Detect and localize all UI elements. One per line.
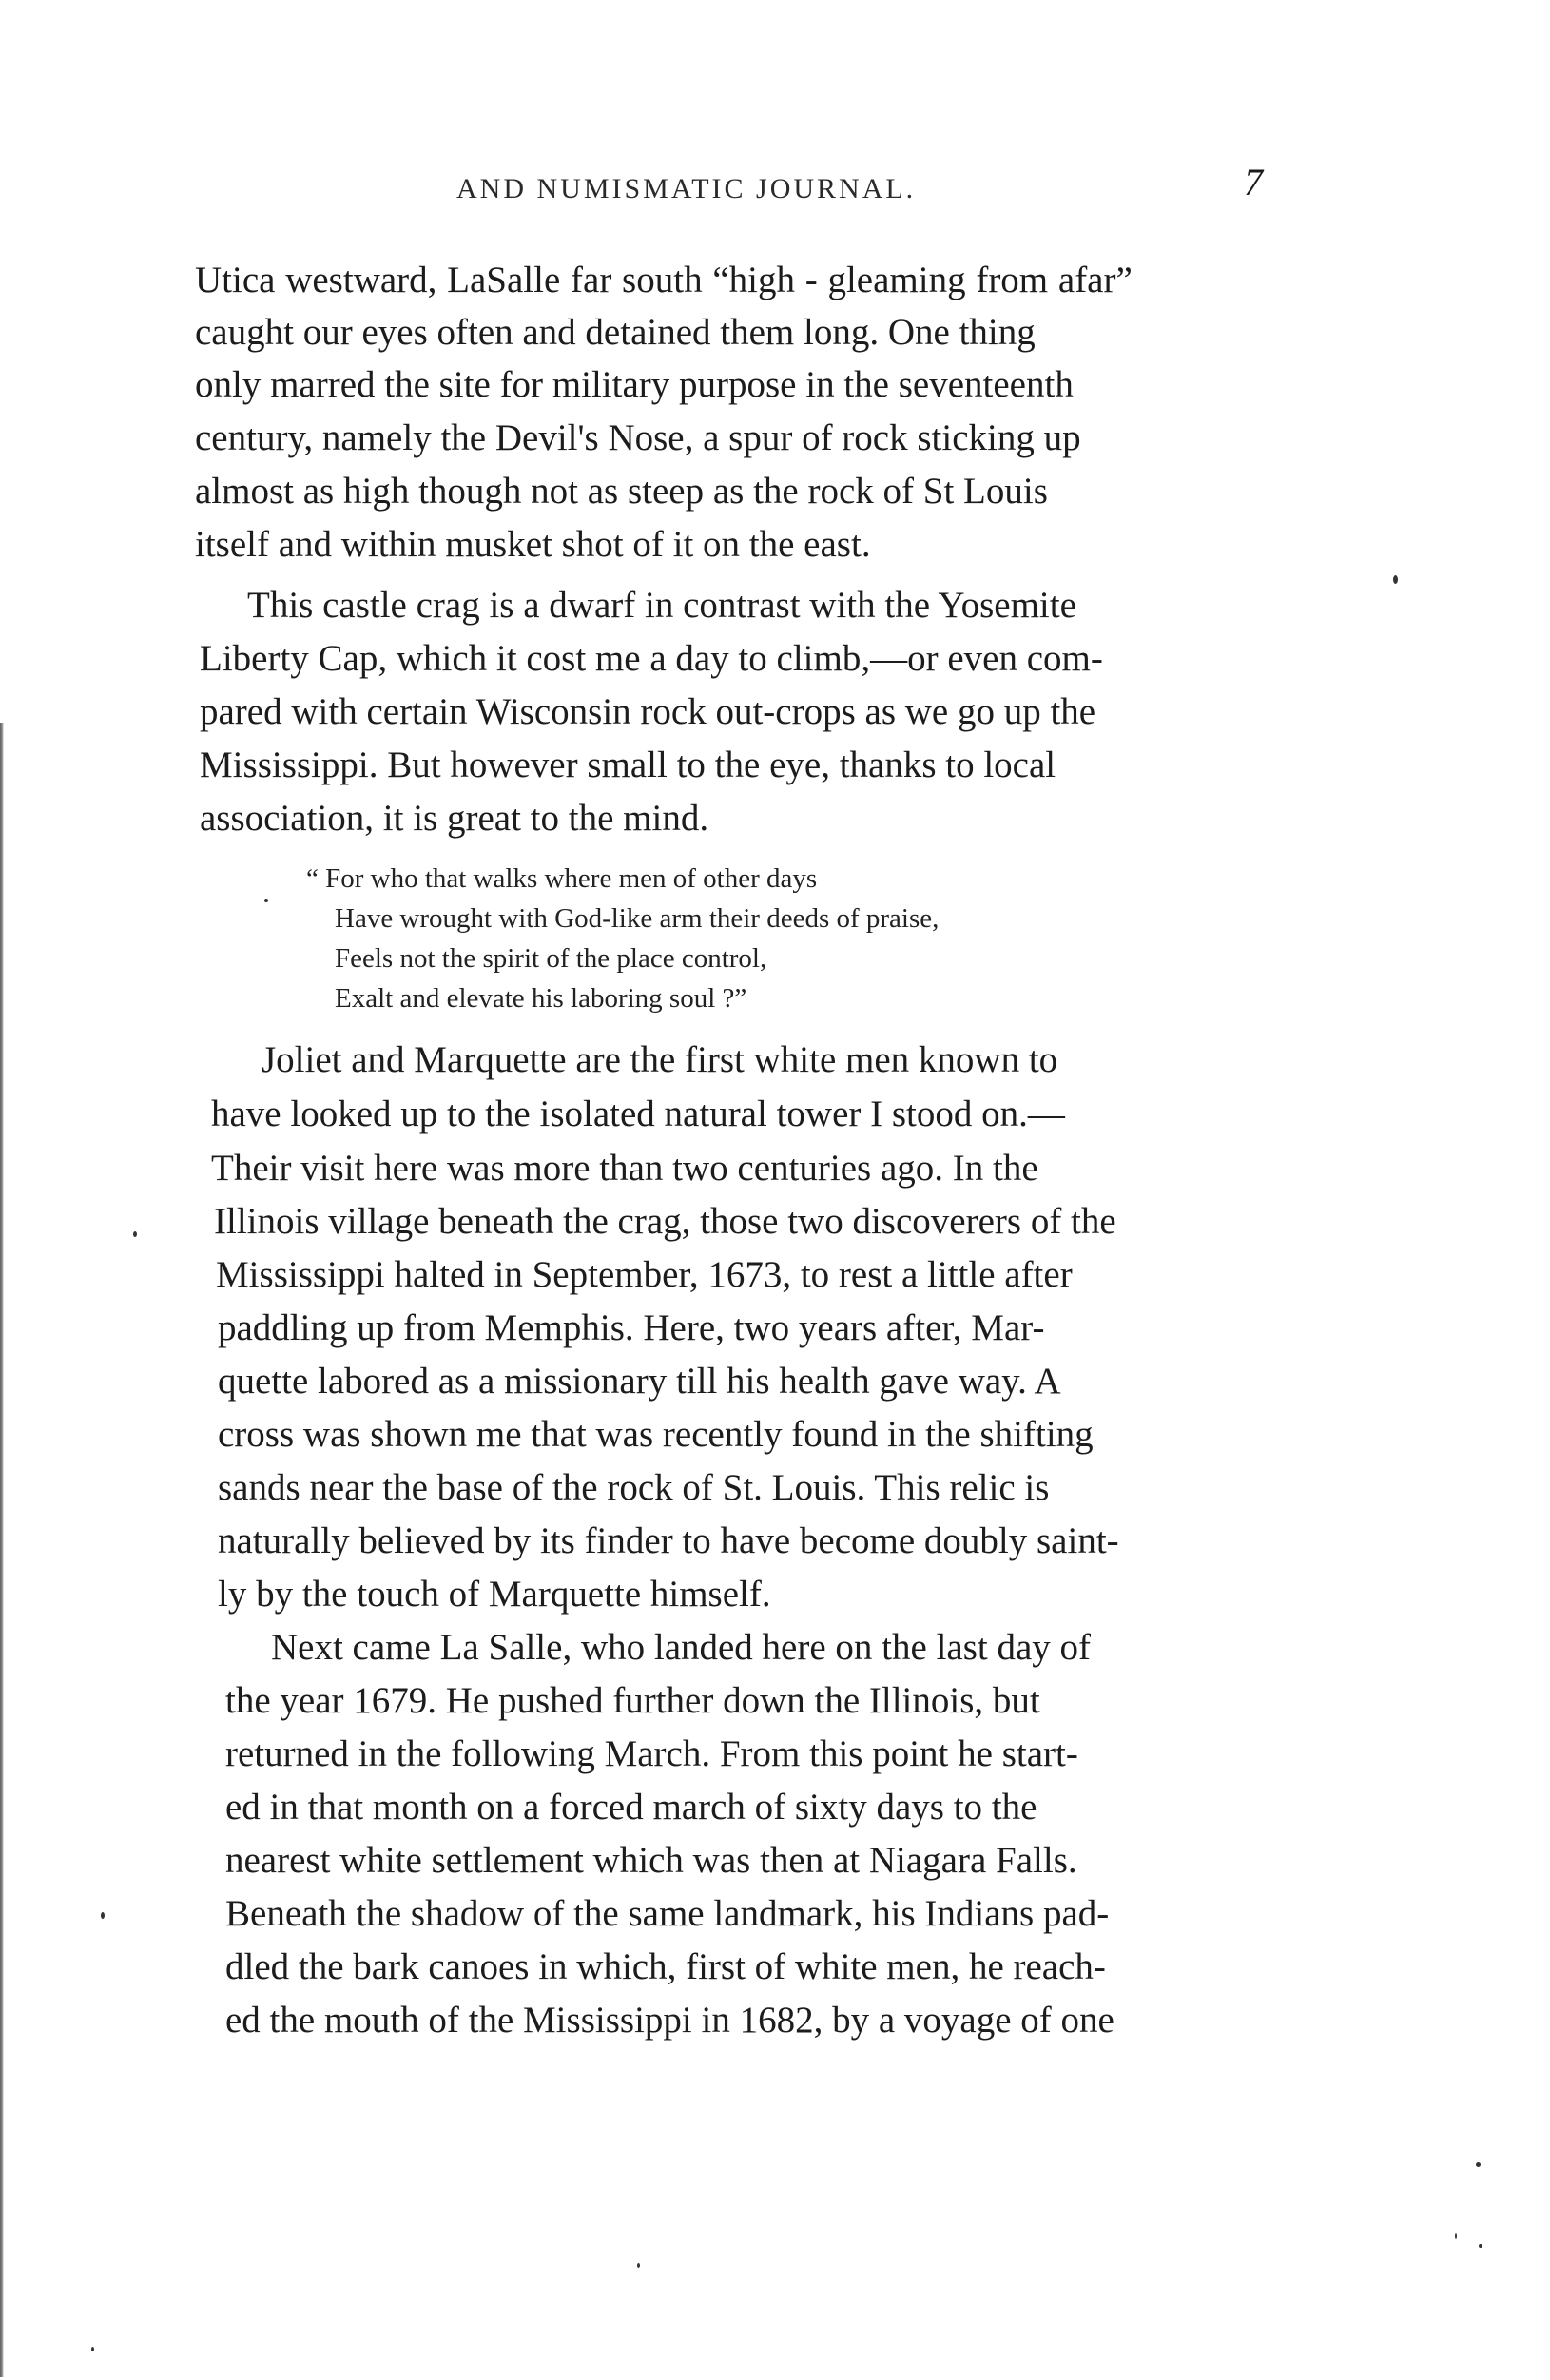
text-line: nearest white settlement which was then at Niagara Falls.: [225, 1840, 1077, 1881]
page-binding-edge: [0, 723, 4, 2377]
text-line: Illinois village beneath the crag, those two discoverers of the: [214, 1201, 1116, 1242]
text-line: century, namely the Devil's Nose, a spur of rock sticking up: [195, 417, 1081, 458]
text-line: returned in the following March. From this point he start-: [225, 1733, 1078, 1774]
text-line: Liberty Cap, which it cost me a day to climb,—or even com-: [200, 638, 1103, 679]
text-line: have looked up to the isolated natural tower I stood on.—: [211, 1093, 1065, 1134]
text-line: naturally believed by its finder to have become doubly saint-: [218, 1520, 1119, 1561]
text-line: Joliet and Marquette are the first white men known to: [262, 1039, 1058, 1080]
text-line: the year 1679. He pushed further down the Illinois, but: [225, 1680, 1040, 1721]
scan-speck: [1476, 2162, 1481, 2167]
text-line: caught our eyes often and detained them long. One thing: [195, 312, 1036, 353]
text-line: paddling up from Memphis. Here, two years after, Mar-: [218, 1307, 1045, 1348]
text-line: Next came La Salle, who landed here on the last day of: [271, 1627, 1092, 1668]
scan-speck: [91, 2347, 94, 2351]
text-line: ed the mouth of the Mississippi in 1682, by a voyage of one: [225, 2000, 1114, 2041]
scan-speck: [637, 2263, 640, 2268]
scan-speck: [101, 1912, 105, 1919]
verse-line: “ For who that walks where men of other days: [306, 863, 818, 894]
text-line: dled the bark canoes in which, first of white men, he reach-: [225, 1946, 1106, 1987]
text-line: itself and within musket shot of it on the east.: [195, 524, 871, 565]
text-line: only marred the site for military purpose in the seventeenth: [195, 364, 1074, 405]
verse-line: Exalt and elevate his laboring soul ?”: [335, 983, 747, 1014]
text-line: ed in that month on a forced march of sixty days to the: [225, 1787, 1037, 1828]
text-line: Utica westward, LaSalle far south “high - gleaming from afar”: [195, 260, 1133, 300]
scan-speck: [264, 899, 268, 902]
text-line: ly by the touch of Marquette himself.: [218, 1574, 771, 1615]
text-line: Mississippi. But however small to the eye, thanks to local: [200, 745, 1056, 785]
scan-speck: [1455, 2233, 1457, 2239]
scan-speck: [1479, 2244, 1482, 2248]
text-line: pared with certain Wisconsin rock out-crops as we go up the: [200, 691, 1096, 732]
scan-speck: [133, 1231, 137, 1237]
text-line: quette labored as a missionary till his health gave way. A: [218, 1361, 1061, 1402]
text-line: association, it is great to the mind.: [200, 798, 709, 839]
verse-line: Feels not the spirit of the place control,: [335, 943, 767, 974]
text-line: Mississippi halted in September, 1673, to rest a little after: [216, 1254, 1073, 1295]
text-line: sands near the base of the rock of St. Louis. This relic is: [218, 1467, 1050, 1508]
page-number: 7: [1244, 161, 1263, 203]
text-line: Their visit here was more than two centuries ago. In the: [211, 1148, 1038, 1189]
scan-speck: [1393, 575, 1398, 584]
text-line: Beneath the shadow of the same landmark, his Indians pad-: [225, 1893, 1110, 1934]
text-line: This castle crag is a dwarf in contrast with the Yosemite: [247, 585, 1076, 626]
text-line: almost as high though not as steep as the rock of St Louis: [195, 471, 1048, 512]
verse-line: Have wrought with God-like arm their deeds of praise,: [335, 903, 940, 934]
running-head: AND NUMISMATIC JOURNAL.: [456, 173, 917, 204]
text-line: cross was shown me that was recently found in the shifting: [218, 1414, 1094, 1455]
